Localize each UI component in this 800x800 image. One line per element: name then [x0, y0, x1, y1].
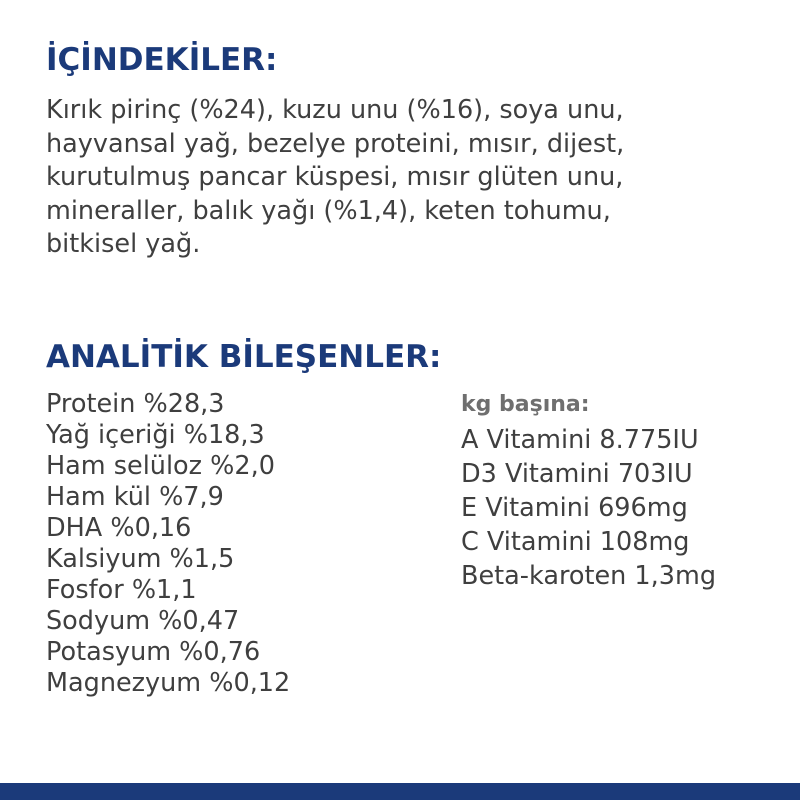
bottom-brand-bar [0, 783, 800, 800]
composition-item: Yağ içeriği %18,3 [46, 420, 265, 450]
composition-item: Magnezyum %0,12 [46, 668, 291, 698]
composition-item: Ham selüloz %2,0 [46, 451, 275, 481]
composition-item: Ham kül %7,9 [46, 482, 224, 512]
vitamins-list [461, 423, 716, 593]
ingredients-line: kurutulmuş pancar küspesi, mısır glüten unu, [46, 162, 624, 192]
ingredients-line: bitkisel yağ. [46, 229, 201, 259]
analytic-components-heading: ANALİTİK BİLEŞENLER: [46, 339, 442, 375]
ingredients-line: hayvansal yağ, bezelye proteini, mısır, dijest, [46, 128, 625, 159]
vitamins-section [461, 389, 716, 593]
composition-item: Protein %28,3 [46, 389, 225, 419]
vitamin-item: A Vitamini 8.775IU [461, 425, 699, 455]
ingredients-line: mineraller, balık yağı (%1,4), keten tohumu, [46, 195, 611, 226]
vitamin-item: E Vitamini 696mg [461, 493, 688, 523]
ingredients-line: Kırık pirinç (%24), kuzu unu (%16), soya unu, [46, 95, 624, 125]
vitamin-item: Beta-karoten 1,3mg [461, 561, 717, 591]
vitamin-item: D3 Vitamini 703IU [461, 459, 693, 489]
ingredients-text [46, 94, 766, 262]
composition-item: DHA %0,16 [46, 513, 192, 543]
ingredients-heading: İÇİNDEKİLER: [46, 42, 278, 78]
composition-item: Sodyum %0,47 [46, 606, 240, 636]
composition-item: Potasyum %0,76 [46, 637, 261, 667]
vitamin-item: C Vitamini 108mg [461, 527, 690, 557]
composition-item: Kalsiyum %1,5 [46, 544, 235, 574]
composition-item: Fosfor %1,1 [46, 575, 197, 605]
analytic-components-list [46, 389, 290, 699]
per-kg-heading: kg başına: [461, 392, 590, 417]
